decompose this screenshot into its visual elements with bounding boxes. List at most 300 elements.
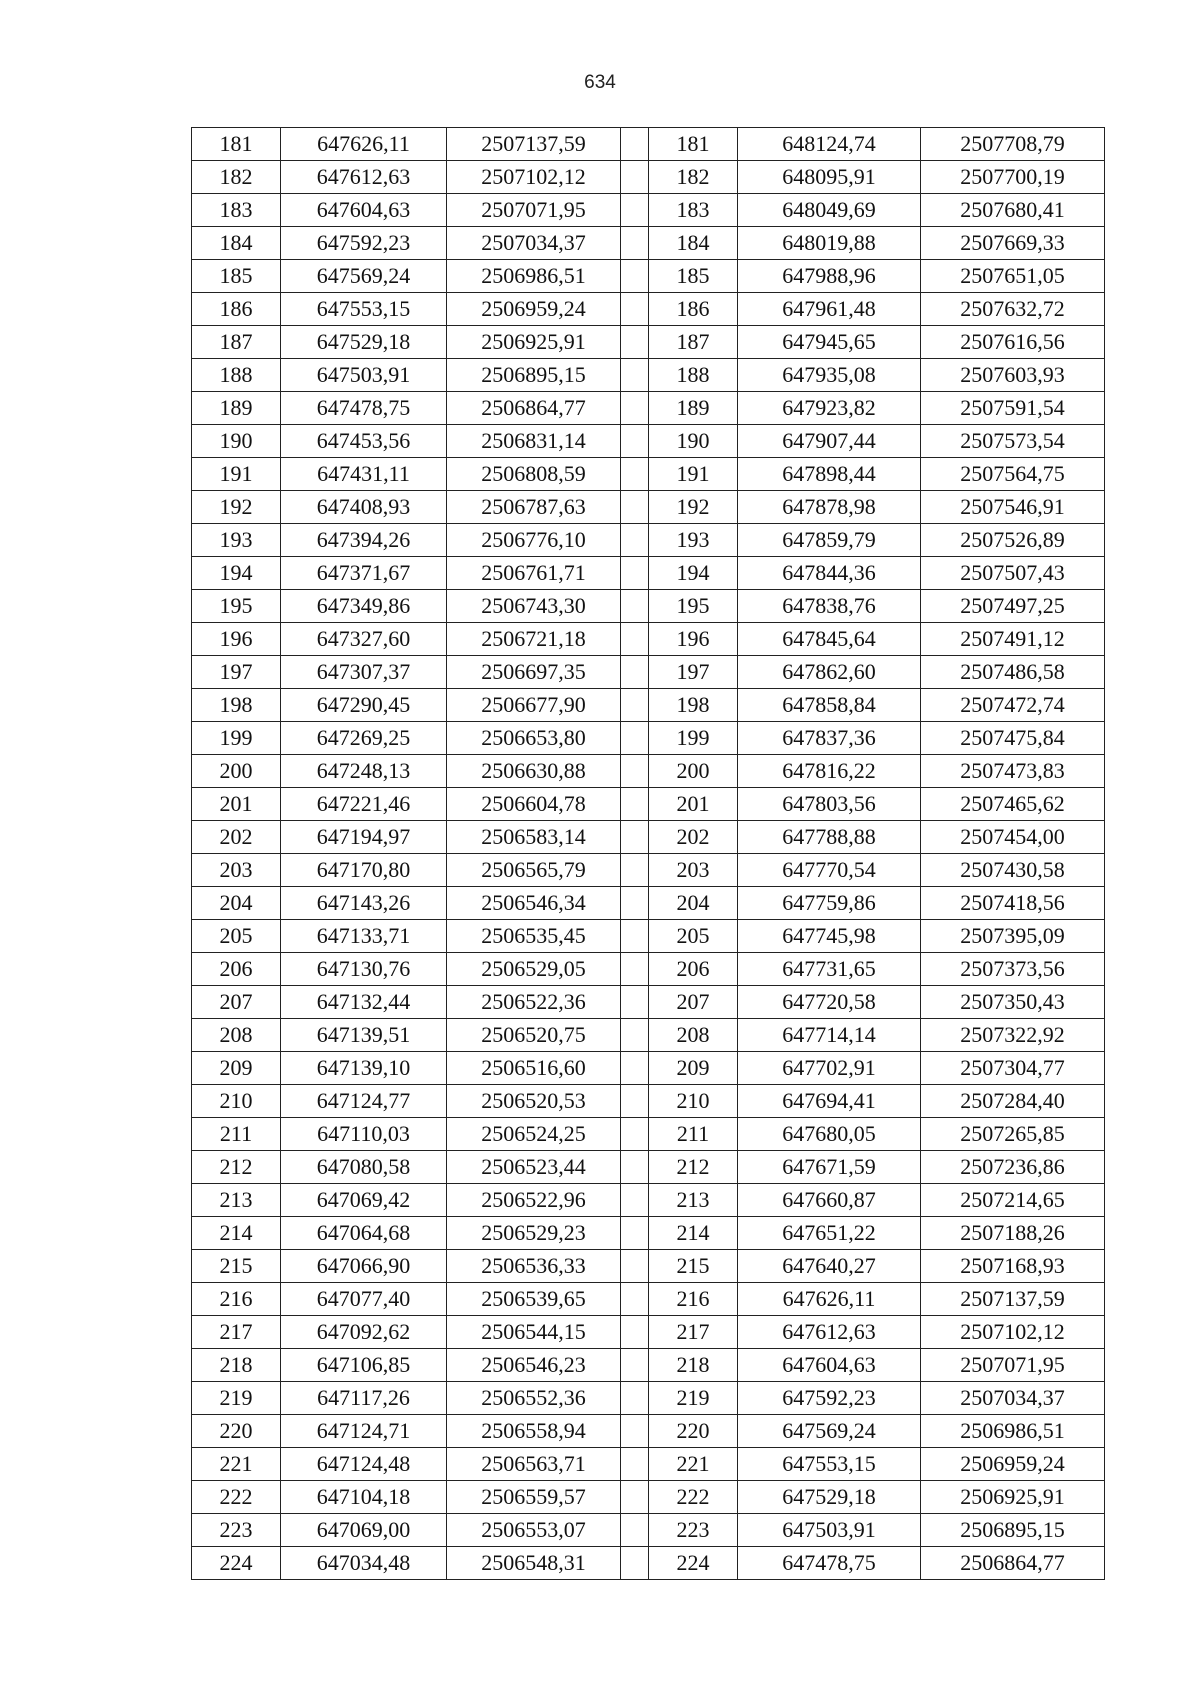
right-y-coordinate-cell: 2507188,26	[921, 1217, 1105, 1250]
right-x-coordinate-cell: 647907,44	[738, 425, 921, 458]
right-y-coordinate-cell: 2507708,79	[921, 128, 1105, 161]
right-x-coordinate-cell: 647961,48	[738, 293, 921, 326]
right-y-coordinate-cell: 2506925,91	[921, 1481, 1105, 1514]
left-point-number-cell: 210	[192, 1085, 281, 1118]
table-row	[192, 128, 1105, 161]
table-row	[192, 557, 1105, 590]
right-point-number-cell: 216	[649, 1283, 738, 1316]
right-x-coordinate-cell: 648019,88	[738, 227, 921, 260]
spacer-cell	[621, 1382, 649, 1415]
left-point-number-cell: 222	[192, 1481, 281, 1514]
left-x-coordinate-cell: 647117,26	[281, 1382, 447, 1415]
right-y-coordinate-cell: 2507265,85	[921, 1118, 1105, 1151]
right-x-coordinate-cell: 647838,76	[738, 590, 921, 623]
right-point-number-cell: 215	[649, 1250, 738, 1283]
left-y-coordinate-cell: 2506522,36	[447, 986, 621, 1019]
left-y-coordinate-cell: 2507102,12	[447, 161, 621, 194]
table-row	[192, 1283, 1105, 1316]
right-y-coordinate-cell: 2507491,12	[921, 623, 1105, 656]
left-y-coordinate-cell: 2506529,05	[447, 953, 621, 986]
spacer-cell	[621, 1052, 649, 1085]
table-row	[192, 1118, 1105, 1151]
right-point-number-cell: 195	[649, 590, 738, 623]
right-x-coordinate-cell: 647745,98	[738, 920, 921, 953]
right-point-number-cell: 204	[649, 887, 738, 920]
right-y-coordinate-cell: 2507137,59	[921, 1283, 1105, 1316]
right-point-number-cell: 213	[649, 1184, 738, 1217]
right-y-coordinate-cell: 2507168,93	[921, 1250, 1105, 1283]
left-y-coordinate-cell: 2506653,80	[447, 722, 621, 755]
right-x-coordinate-cell: 647553,15	[738, 1448, 921, 1481]
left-point-number-cell: 204	[192, 887, 281, 920]
left-y-coordinate-cell: 2506524,25	[447, 1118, 621, 1151]
spacer-cell	[621, 128, 649, 161]
right-x-coordinate-cell: 647529,18	[738, 1481, 921, 1514]
right-point-number-cell: 193	[649, 524, 738, 557]
spacer-cell	[621, 689, 649, 722]
left-y-coordinate-cell: 2506808,59	[447, 458, 621, 491]
right-y-coordinate-cell: 2507546,91	[921, 491, 1105, 524]
table-row	[192, 953, 1105, 986]
table-row	[192, 194, 1105, 227]
right-point-number-cell: 188	[649, 359, 738, 392]
left-x-coordinate-cell: 647327,60	[281, 623, 447, 656]
left-y-coordinate-cell: 2506544,15	[447, 1316, 621, 1349]
left-x-coordinate-cell: 647064,68	[281, 1217, 447, 1250]
left-y-coordinate-cell: 2506529,23	[447, 1217, 621, 1250]
left-y-coordinate-cell: 2506546,23	[447, 1349, 621, 1382]
left-point-number-cell: 192	[192, 491, 281, 524]
right-x-coordinate-cell: 647837,36	[738, 722, 921, 755]
right-y-coordinate-cell: 2507573,54	[921, 425, 1105, 458]
spacer-cell	[621, 1184, 649, 1217]
left-y-coordinate-cell: 2506677,90	[447, 689, 621, 722]
left-y-coordinate-cell: 2506630,88	[447, 755, 621, 788]
page-number: 634	[584, 72, 616, 93]
spacer-cell	[621, 1283, 649, 1316]
spacer-cell	[621, 920, 649, 953]
left-point-number-cell: 209	[192, 1052, 281, 1085]
left-x-coordinate-cell: 647194,97	[281, 821, 447, 854]
left-y-coordinate-cell: 2506535,45	[447, 920, 621, 953]
right-point-number-cell: 199	[649, 722, 738, 755]
table-row	[192, 788, 1105, 821]
spacer-cell	[621, 953, 649, 986]
table-row	[192, 722, 1105, 755]
right-y-coordinate-cell: 2506959,24	[921, 1448, 1105, 1481]
table-row	[192, 1184, 1105, 1217]
left-point-number-cell: 213	[192, 1184, 281, 1217]
right-x-coordinate-cell: 647660,87	[738, 1184, 921, 1217]
right-point-number-cell: 218	[649, 1349, 738, 1382]
left-y-coordinate-cell: 2506553,07	[447, 1514, 621, 1547]
spacer-cell	[621, 491, 649, 524]
table-row	[192, 1085, 1105, 1118]
left-point-number-cell: 218	[192, 1349, 281, 1382]
left-point-number-cell: 188	[192, 359, 281, 392]
spacer-cell	[621, 656, 649, 689]
right-x-coordinate-cell: 647988,96	[738, 260, 921, 293]
left-y-coordinate-cell: 2506558,94	[447, 1415, 621, 1448]
spacer-cell	[621, 524, 649, 557]
left-y-coordinate-cell: 2506563,71	[447, 1448, 621, 1481]
left-point-number-cell: 183	[192, 194, 281, 227]
left-y-coordinate-cell: 2506776,10	[447, 524, 621, 557]
left-point-number-cell: 212	[192, 1151, 281, 1184]
left-x-coordinate-cell: 647431,11	[281, 458, 447, 491]
left-x-coordinate-cell: 647269,25	[281, 722, 447, 755]
right-x-coordinate-cell: 647935,08	[738, 359, 921, 392]
spacer-cell	[621, 623, 649, 656]
left-point-number-cell: 214	[192, 1217, 281, 1250]
right-y-coordinate-cell: 2507680,41	[921, 194, 1105, 227]
left-x-coordinate-cell: 647290,45	[281, 689, 447, 722]
spacer-cell	[621, 425, 649, 458]
table-row	[192, 161, 1105, 194]
table-row	[192, 1316, 1105, 1349]
left-y-coordinate-cell: 2506787,63	[447, 491, 621, 524]
left-point-number-cell: 193	[192, 524, 281, 557]
right-point-number-cell: 201	[649, 788, 738, 821]
right-y-coordinate-cell: 2507304,77	[921, 1052, 1105, 1085]
left-point-number-cell: 203	[192, 854, 281, 887]
right-y-coordinate-cell: 2507616,56	[921, 326, 1105, 359]
spacer-cell	[621, 1481, 649, 1514]
right-point-number-cell: 190	[649, 425, 738, 458]
right-point-number-cell: 219	[649, 1382, 738, 1415]
spacer-cell	[621, 1547, 649, 1580]
right-y-coordinate-cell: 2507373,56	[921, 953, 1105, 986]
left-y-coordinate-cell: 2506895,15	[447, 359, 621, 392]
left-x-coordinate-cell: 647626,11	[281, 128, 447, 161]
left-y-coordinate-cell: 2506864,77	[447, 392, 621, 425]
right-y-coordinate-cell: 2507669,33	[921, 227, 1105, 260]
left-x-coordinate-cell: 647077,40	[281, 1283, 447, 1316]
right-x-coordinate-cell: 648124,74	[738, 128, 921, 161]
left-point-number-cell: 197	[192, 656, 281, 689]
left-x-coordinate-cell: 647104,18	[281, 1481, 447, 1514]
right-point-number-cell: 197	[649, 656, 738, 689]
right-x-coordinate-cell: 647788,88	[738, 821, 921, 854]
table-row	[192, 491, 1105, 524]
table-row	[192, 986, 1105, 1019]
table-row	[192, 293, 1105, 326]
right-point-number-cell: 183	[649, 194, 738, 227]
spacer-cell	[621, 293, 649, 326]
left-point-number-cell: 220	[192, 1415, 281, 1448]
right-y-coordinate-cell: 2507034,37	[921, 1382, 1105, 1415]
table-row	[192, 1019, 1105, 1052]
left-point-number-cell: 184	[192, 227, 281, 260]
left-point-number-cell: 185	[192, 260, 281, 293]
right-x-coordinate-cell: 647714,14	[738, 1019, 921, 1052]
right-y-coordinate-cell: 2507591,54	[921, 392, 1105, 425]
spacer-cell	[621, 1118, 649, 1151]
left-point-number-cell: 202	[192, 821, 281, 854]
table-row	[192, 1052, 1105, 1085]
right-y-coordinate-cell: 2507350,43	[921, 986, 1105, 1019]
right-x-coordinate-cell: 647862,60	[738, 656, 921, 689]
left-y-coordinate-cell: 2506743,30	[447, 590, 621, 623]
left-point-number-cell: 224	[192, 1547, 281, 1580]
right-x-coordinate-cell: 647671,59	[738, 1151, 921, 1184]
table-row	[192, 1217, 1105, 1250]
right-point-number-cell: 192	[649, 491, 738, 524]
left-y-coordinate-cell: 2506565,79	[447, 854, 621, 887]
left-x-coordinate-cell: 647453,56	[281, 425, 447, 458]
table-row	[192, 392, 1105, 425]
right-y-coordinate-cell: 2506895,15	[921, 1514, 1105, 1547]
table-row	[192, 524, 1105, 557]
right-x-coordinate-cell: 647878,98	[738, 491, 921, 524]
right-x-coordinate-cell: 647731,65	[738, 953, 921, 986]
left-x-coordinate-cell: 647080,58	[281, 1151, 447, 1184]
right-point-number-cell: 196	[649, 623, 738, 656]
right-y-coordinate-cell: 2507395,09	[921, 920, 1105, 953]
left-point-number-cell: 198	[192, 689, 281, 722]
left-x-coordinate-cell: 647529,18	[281, 326, 447, 359]
spacer-cell	[621, 194, 649, 227]
spacer-cell	[621, 227, 649, 260]
left-y-coordinate-cell: 2506986,51	[447, 260, 621, 293]
right-y-coordinate-cell: 2507472,74	[921, 689, 1105, 722]
left-x-coordinate-cell: 647408,93	[281, 491, 447, 524]
right-point-number-cell: 210	[649, 1085, 738, 1118]
left-y-coordinate-cell: 2506721,18	[447, 623, 621, 656]
left-point-number-cell: 208	[192, 1019, 281, 1052]
right-point-number-cell: 221	[649, 1448, 738, 1481]
left-x-coordinate-cell: 647612,63	[281, 161, 447, 194]
spacer-cell	[621, 1415, 649, 1448]
left-point-number-cell: 216	[192, 1283, 281, 1316]
spacer-cell	[621, 821, 649, 854]
left-point-number-cell: 200	[192, 755, 281, 788]
left-x-coordinate-cell: 647221,46	[281, 788, 447, 821]
left-y-coordinate-cell: 2506925,91	[447, 326, 621, 359]
left-y-coordinate-cell: 2507034,37	[447, 227, 621, 260]
left-y-coordinate-cell: 2507071,95	[447, 194, 621, 227]
spacer-cell	[621, 1151, 649, 1184]
right-y-coordinate-cell: 2507214,65	[921, 1184, 1105, 1217]
table-row	[192, 821, 1105, 854]
right-y-coordinate-cell: 2507526,89	[921, 524, 1105, 557]
right-point-number-cell: 222	[649, 1481, 738, 1514]
right-x-coordinate-cell: 647702,91	[738, 1052, 921, 1085]
spacer-cell	[621, 1217, 649, 1250]
left-x-coordinate-cell: 647394,26	[281, 524, 447, 557]
right-point-number-cell: 206	[649, 953, 738, 986]
right-y-coordinate-cell: 2507284,40	[921, 1085, 1105, 1118]
spacer-cell	[621, 161, 649, 194]
left-x-coordinate-cell: 647124,71	[281, 1415, 447, 1448]
table-row	[192, 1415, 1105, 1448]
right-y-coordinate-cell: 2507507,43	[921, 557, 1105, 590]
left-point-number-cell: 194	[192, 557, 281, 590]
right-y-coordinate-cell: 2507651,05	[921, 260, 1105, 293]
right-y-coordinate-cell: 2507454,00	[921, 821, 1105, 854]
table-row	[192, 623, 1105, 656]
left-y-coordinate-cell: 2506761,71	[447, 557, 621, 590]
left-x-coordinate-cell: 647034,48	[281, 1547, 447, 1580]
right-x-coordinate-cell: 647759,86	[738, 887, 921, 920]
right-point-number-cell: 209	[649, 1052, 738, 1085]
right-x-coordinate-cell: 647569,24	[738, 1415, 921, 1448]
left-x-coordinate-cell: 647069,42	[281, 1184, 447, 1217]
right-point-number-cell: 202	[649, 821, 738, 854]
left-point-number-cell: 189	[192, 392, 281, 425]
table-row	[192, 689, 1105, 722]
right-y-coordinate-cell: 2507236,86	[921, 1151, 1105, 1184]
right-point-number-cell: 203	[649, 854, 738, 887]
left-x-coordinate-cell: 647110,03	[281, 1118, 447, 1151]
left-x-coordinate-cell: 647132,44	[281, 986, 447, 1019]
left-point-number-cell: 219	[192, 1382, 281, 1415]
spacer-cell	[621, 722, 649, 755]
right-point-number-cell: 208	[649, 1019, 738, 1052]
spacer-cell	[621, 755, 649, 788]
left-point-number-cell: 196	[192, 623, 281, 656]
table-row	[192, 920, 1105, 953]
left-x-coordinate-cell: 647478,75	[281, 392, 447, 425]
left-point-number-cell: 221	[192, 1448, 281, 1481]
left-x-coordinate-cell: 647124,48	[281, 1448, 447, 1481]
right-x-coordinate-cell: 647604,63	[738, 1349, 921, 1382]
left-y-coordinate-cell: 2506831,14	[447, 425, 621, 458]
spacer-cell	[621, 1514, 649, 1547]
left-x-coordinate-cell: 647143,26	[281, 887, 447, 920]
table-row	[192, 854, 1105, 887]
right-point-number-cell: 205	[649, 920, 738, 953]
right-point-number-cell: 224	[649, 1547, 738, 1580]
right-x-coordinate-cell: 647898,44	[738, 458, 921, 491]
right-point-number-cell: 184	[649, 227, 738, 260]
right-x-coordinate-cell: 647626,11	[738, 1283, 921, 1316]
left-y-coordinate-cell: 2506583,14	[447, 821, 621, 854]
left-x-coordinate-cell: 647592,23	[281, 227, 447, 260]
left-y-coordinate-cell: 2506552,36	[447, 1382, 621, 1415]
right-y-coordinate-cell: 2506986,51	[921, 1415, 1105, 1448]
right-x-coordinate-cell: 648095,91	[738, 161, 921, 194]
left-x-coordinate-cell: 647066,90	[281, 1250, 447, 1283]
coordinates-table	[191, 127, 1105, 1580]
left-point-number-cell: 207	[192, 986, 281, 1019]
right-point-number-cell: 207	[649, 986, 738, 1019]
spacer-cell	[621, 359, 649, 392]
left-x-coordinate-cell: 647130,76	[281, 953, 447, 986]
left-x-coordinate-cell: 647139,10	[281, 1052, 447, 1085]
right-y-coordinate-cell: 2507418,56	[921, 887, 1105, 920]
left-point-number-cell: 186	[192, 293, 281, 326]
right-x-coordinate-cell: 647694,41	[738, 1085, 921, 1118]
left-y-coordinate-cell: 2506523,44	[447, 1151, 621, 1184]
right-point-number-cell: 194	[649, 557, 738, 590]
left-y-coordinate-cell: 2506548,31	[447, 1547, 621, 1580]
left-point-number-cell: 201	[192, 788, 281, 821]
right-y-coordinate-cell: 2507473,83	[921, 755, 1105, 788]
left-point-number-cell: 211	[192, 1118, 281, 1151]
left-point-number-cell: 187	[192, 326, 281, 359]
right-point-number-cell: 217	[649, 1316, 738, 1349]
right-y-coordinate-cell: 2507465,62	[921, 788, 1105, 821]
table-row	[192, 425, 1105, 458]
table-row	[192, 458, 1105, 491]
left-x-coordinate-cell: 647069,00	[281, 1514, 447, 1547]
table-row	[192, 359, 1105, 392]
coordinates-table-body	[192, 128, 1105, 1580]
left-y-coordinate-cell: 2506559,57	[447, 1481, 621, 1514]
left-y-coordinate-cell: 2507137,59	[447, 128, 621, 161]
right-x-coordinate-cell: 647770,54	[738, 854, 921, 887]
table-row	[192, 1514, 1105, 1547]
left-x-coordinate-cell: 647170,80	[281, 854, 447, 887]
left-point-number-cell: 217	[192, 1316, 281, 1349]
left-point-number-cell: 181	[192, 128, 281, 161]
spacer-cell	[621, 590, 649, 623]
right-point-number-cell: 220	[649, 1415, 738, 1448]
spacer-cell	[621, 557, 649, 590]
right-x-coordinate-cell: 647720,58	[738, 986, 921, 1019]
right-point-number-cell: 185	[649, 260, 738, 293]
right-x-coordinate-cell: 647592,23	[738, 1382, 921, 1415]
left-x-coordinate-cell: 647503,91	[281, 359, 447, 392]
table-row	[192, 755, 1105, 788]
left-point-number-cell: 205	[192, 920, 281, 953]
right-y-coordinate-cell: 2507430,58	[921, 854, 1105, 887]
left-y-coordinate-cell: 2506539,65	[447, 1283, 621, 1316]
right-point-number-cell: 200	[649, 755, 738, 788]
left-y-coordinate-cell: 2506516,60	[447, 1052, 621, 1085]
right-point-number-cell: 182	[649, 161, 738, 194]
table-row	[192, 1250, 1105, 1283]
spacer-cell	[621, 1085, 649, 1118]
right-point-number-cell: 181	[649, 128, 738, 161]
spacer-cell	[621, 854, 649, 887]
spacer-cell	[621, 260, 649, 293]
spacer-cell	[621, 1349, 649, 1382]
right-y-coordinate-cell: 2507700,19	[921, 161, 1105, 194]
right-x-coordinate-cell: 647680,05	[738, 1118, 921, 1151]
right-x-coordinate-cell: 647651,22	[738, 1217, 921, 1250]
table-row	[192, 590, 1105, 623]
spacer-cell	[621, 788, 649, 821]
right-point-number-cell: 211	[649, 1118, 738, 1151]
left-x-coordinate-cell: 647124,77	[281, 1085, 447, 1118]
right-x-coordinate-cell: 647859,79	[738, 524, 921, 557]
right-point-number-cell: 189	[649, 392, 738, 425]
right-y-coordinate-cell: 2507564,75	[921, 458, 1105, 491]
table-row	[192, 1547, 1105, 1580]
table-row	[192, 656, 1105, 689]
left-x-coordinate-cell: 647092,62	[281, 1316, 447, 1349]
right-x-coordinate-cell: 647845,64	[738, 623, 921, 656]
left-point-number-cell: 191	[192, 458, 281, 491]
left-x-coordinate-cell: 647139,51	[281, 1019, 447, 1052]
table-row	[192, 1382, 1105, 1415]
right-x-coordinate-cell: 647816,22	[738, 755, 921, 788]
table-row	[192, 1448, 1105, 1481]
right-y-coordinate-cell: 2507486,58	[921, 656, 1105, 689]
right-x-coordinate-cell: 647858,84	[738, 689, 921, 722]
spacer-cell	[621, 392, 649, 425]
spacer-cell	[621, 986, 649, 1019]
spacer-cell	[621, 1250, 649, 1283]
left-y-coordinate-cell: 2506520,53	[447, 1085, 621, 1118]
right-y-coordinate-cell: 2507475,84	[921, 722, 1105, 755]
right-y-coordinate-cell: 2507497,25	[921, 590, 1105, 623]
left-x-coordinate-cell: 647133,71	[281, 920, 447, 953]
table-row	[192, 1481, 1105, 1514]
right-y-coordinate-cell: 2507322,92	[921, 1019, 1105, 1052]
